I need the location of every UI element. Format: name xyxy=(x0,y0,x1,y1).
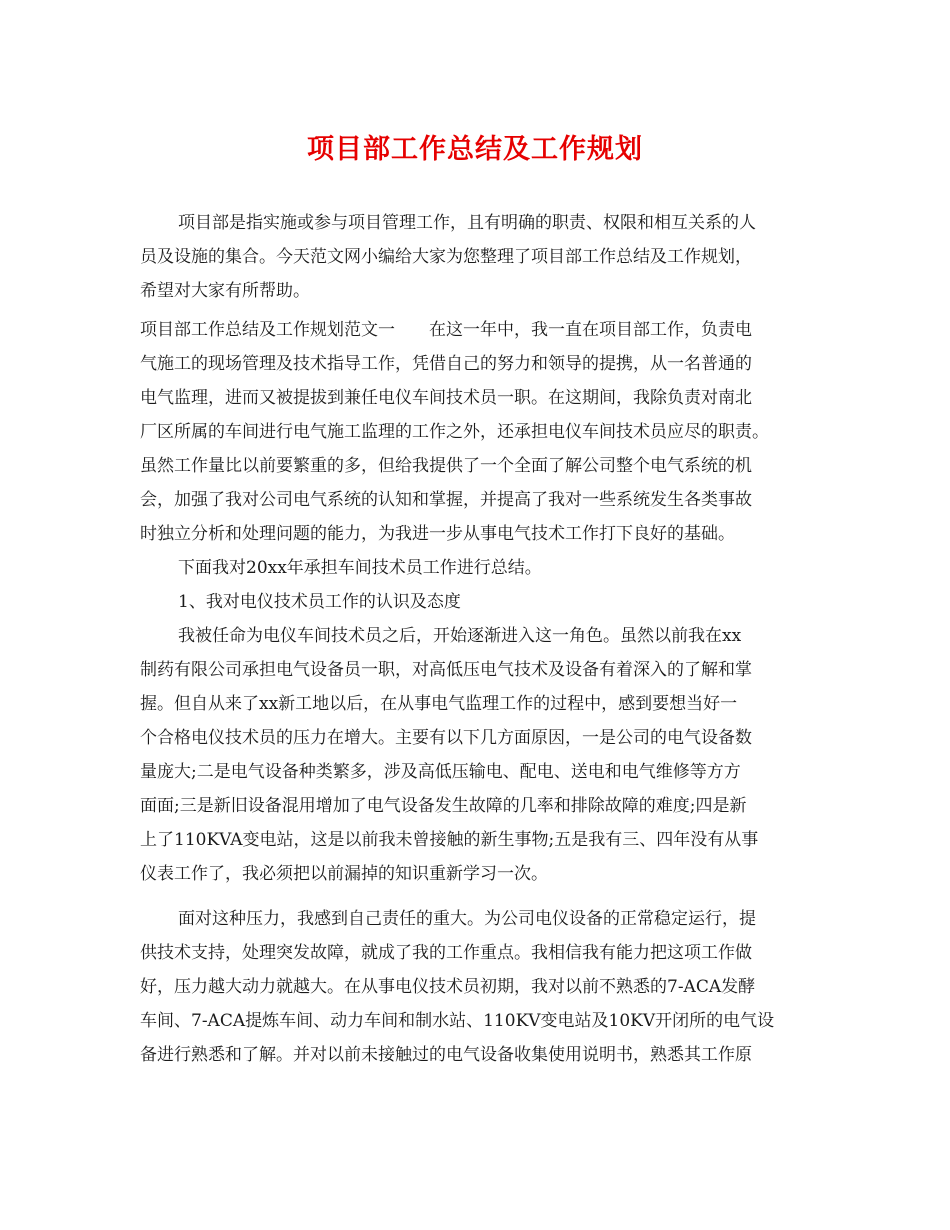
text-line: 仪表工作了，我必须把以前漏掉的知识重新学习一次。 xyxy=(140,864,548,884)
text-line: 个合格电仪技术员的压力在增大。主要有以下几方面原因，一是公司的电气设备数 xyxy=(140,728,752,748)
text-line: 员及设施的集合。今天范文网小编给大家为您整理了项目部工作总结及工作规划， xyxy=(140,247,752,267)
text-line: 项目部工作总结及工作规划范文一 在这一年中，我一直在项目部工作，负责电 xyxy=(140,320,752,340)
text-line: 虽然工作量比以前要繁重的多，但给我提供了一个全面了解公司整个电气系统的机 xyxy=(140,456,752,476)
text-line: 时独立分析和处理问题的能力，为我进一步从事电气技术工作打下良好的基础。 xyxy=(140,524,735,544)
section-heading: 1、我对电仪技术员工作的认识及态度 xyxy=(178,592,461,612)
text-line: 厂区所属的车间进行电气施工监理的工作之外，还承担电仪车间技术员应尽的职责。 xyxy=(140,422,769,442)
text-line: 面面;三是新旧设备混用增加了电气设备发生故障的几率和排除故障的难度;四是新 xyxy=(140,796,747,816)
document-title: 项目部工作总结及工作规划 xyxy=(307,134,643,165)
text-line: 会，加强了我对公司电气系统的认知和掌握，并提高了我对一些系统发生各类事故 xyxy=(140,490,752,510)
text-line: 下面我对20xx年承担车间技术员工作进行总结。 xyxy=(178,558,542,578)
text-line: 车间、7-ACA提炼车间、动力车间和制水站、110KV变电站及10KV开闭所的电气设 xyxy=(140,1011,775,1031)
text-line: 备进行熟悉和了解。并对以前未接触过的电气设备收集使用说明书，熟悉其工作原 xyxy=(140,1045,752,1065)
text-line: 好，压力越大动力就越大。在从事电仪技术员初期，我对以前不熟悉的7-ACA发酵 xyxy=(140,977,756,997)
text-line: 握。但自从来了xx新工地以后，在从事电气监理工作的过程中，感到要想当好一 xyxy=(140,694,738,714)
text-line: 气施工的现场管理及技术指导工作，凭借自己的努力和领导的提携，从一名普通的 xyxy=(140,354,752,374)
text-line: 希望对大家有所帮助。 xyxy=(140,281,310,301)
text-line: 面对这种压力，我感到自己责任的重大。为公司电仪设备的正常稳定运行，提 xyxy=(178,909,756,929)
text-line: 电气监理，进而又被提拔到兼任电仪车间技术员一职。在这期间，我除负责对南北 xyxy=(140,388,752,408)
text-line: 量庞大;二是电气设备种类繁多，涉及高低压输电、配电、送电和电气维修等方方 xyxy=(140,762,741,782)
text-line: 制药有限公司承担电气设备员一职，对高低压电气技术及设备有着深入的了解和掌 xyxy=(140,660,752,680)
text-line: 项目部是指实施或参与项目管理工作，且有明确的职责、权限和相互关系的人 xyxy=(178,213,756,233)
text-line: 我被任命为电仪车间技术员之后，开始逐渐进入这一角色。虽然以前我在xx xyxy=(178,626,742,646)
text-line: 供技术支持，处理突发故障，就成了我的工作重点。我相信我有能力把这项工作做 xyxy=(140,943,752,963)
text-line: 上了110KVA变电站，这是以前我未曾接触的新生事物;五是我有三、四年没有从事 xyxy=(140,830,759,850)
